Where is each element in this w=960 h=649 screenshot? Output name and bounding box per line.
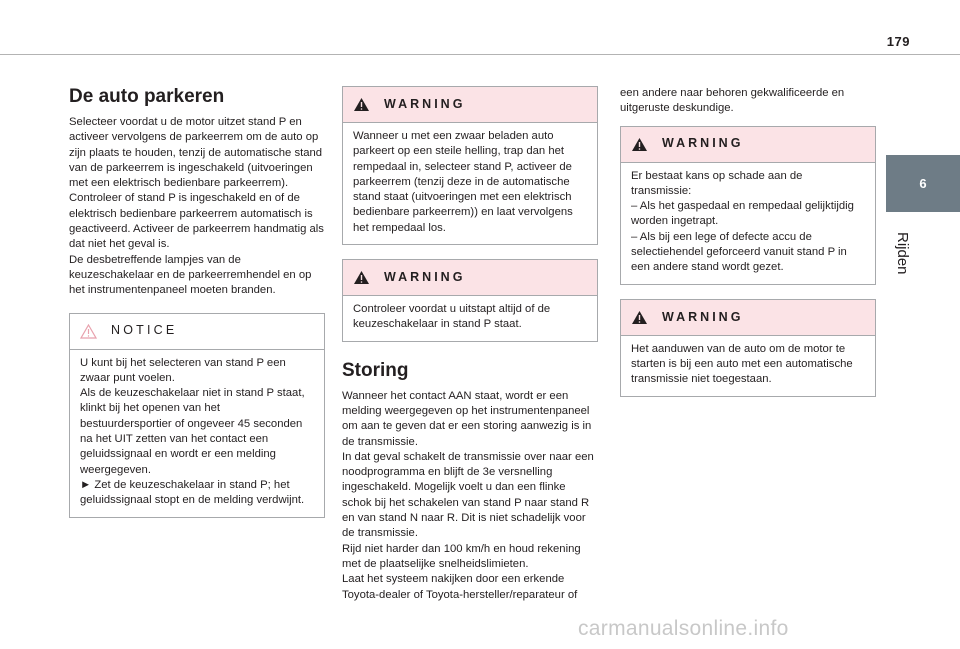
warning-box-exit bbox=[342, 259, 598, 342]
warning-triangle-icon bbox=[353, 97, 370, 112]
warning-box-push-start bbox=[620, 299, 876, 397]
warning-title: WARNING bbox=[662, 309, 744, 324]
header-divider bbox=[0, 54, 960, 55]
warning-title: WARNING bbox=[384, 96, 466, 111]
section-heading-malfunction: Storing bbox=[342, 359, 409, 381]
warning-header bbox=[343, 260, 597, 296]
warning-header bbox=[343, 87, 597, 123]
warning-title: WARNING bbox=[662, 136, 744, 151]
column-middle bbox=[342, 86, 598, 603]
continuation-text: een andere naar behoren gekwalificeerde en uitgeruste deskundige. bbox=[620, 87, 845, 115]
chapter-tab[interactable] bbox=[886, 155, 960, 212]
page-number: 179 bbox=[886, 34, 910, 49]
warning-box-transmission-damage bbox=[620, 126, 876, 285]
chapter-label: Rijden bbox=[894, 232, 911, 275]
warning-title: WARNING bbox=[384, 269, 466, 284]
notice-triangle-icon bbox=[80, 324, 97, 339]
warning-body: Het aanduwen van de auto om de motor te starten is bij een auto met een automatische transmissie niet toegestaan. bbox=[631, 342, 853, 386]
watermark: carmanualsonline.info bbox=[578, 617, 789, 640]
parking-text: Selecteer voordat u de motor uitzet stand P en activeer vervolgens de parkeerrem om de auto op zijn plaats te houden, tenzij de automatische stand van de parkeerrem is ingeschakeld (uitvoeringen met een elektrisch bedienbare parkeerrem). Controleer of stand P is ingeschakeld en of de elektrisch bedienbare parkeerrem automatisch is geactiveerd. Activeer de parkeerrem handmatig als dat niet het geval is. De desbetreffende lampjes van de keuzeschakelaar en de parkeerremhendel en op het instrumentenpaneel moeten branden. bbox=[69, 116, 324, 297]
column-left bbox=[69, 86, 325, 518]
notice-box bbox=[69, 313, 325, 518]
warning-body: Controleer voordat u uitstapt altijd of de keuzeschakelaar in stand P staat. bbox=[353, 303, 551, 331]
warning-header bbox=[621, 300, 875, 336]
warning-triangle-icon bbox=[631, 137, 648, 152]
notice-body: U kunt bij het selecteren van stand P een zwaar punt voelen. Als de keuzeschakelaar niet in stand P staat, klinkt bij het openen van het bestuurdersportier of ongeveer 45 seconden na het UIT zetten van het contact een geluidssignaal en wordt er een melding weergegeven. ► Zet de keuzeschakelaar in stand P; het geluidssignaal stopt en de melding verdwijnt. bbox=[80, 356, 305, 507]
warning-body: Er bestaat kans op schade aan de transmissie: – Als het gaspedaal en rempedaal gelijktijdig worden ingetrapt. – Als bij een lege of defecte accu de selectiehendel geforceerd vanuit stand P in een andere stand wordt gezet. bbox=[631, 169, 854, 274]
notice-header bbox=[70, 314, 324, 350]
warning-box-steep-slope bbox=[342, 86, 598, 245]
warning-triangle-icon bbox=[631, 310, 648, 325]
warning-triangle-icon bbox=[353, 270, 370, 285]
malfunction-text: Wanneer het contact AAN staat, wordt er een melding weergegeven op het instrumentenpaneel om aan te geven dat er een storing aanwezig is in de transmissie. In dat geval schakelt de transmissie over naar een noodprogramma en blijft de 3e versnelling ingeschakeld. Mogelijk voelt u dan een flinke schok bij het schakelen van stand P naar stand R en van stand N naar R. Dit is niet schadelijk voor de transmissie. Rijd niet harder dan 100 km/h en houd rekening met de plaatselijke snelheidslimieten. Laat het systeem nakijken door een erkende Toyota-dealer of Toyota-hersteller/reparateur of bbox=[342, 389, 594, 601]
column-right bbox=[620, 86, 876, 397]
warning-body: Wanneer u met een zwaar beladen auto parkeert op een steile helling, trap dan het rempedaal in, selecteer stand P, activeer de parkeerrem (tenzij deze in de automatische stand staat (uitvoeringen met een elektrisch bedienbare parkeerrem)) en laat vervolgens het rempedaal los. bbox=[353, 130, 573, 234]
chapter-number: 6 bbox=[919, 176, 927, 191]
warning-header bbox=[621, 127, 875, 163]
section-heading-parking: De auto parkeren bbox=[69, 86, 225, 107]
notice-title: NOTICE bbox=[111, 323, 178, 338]
